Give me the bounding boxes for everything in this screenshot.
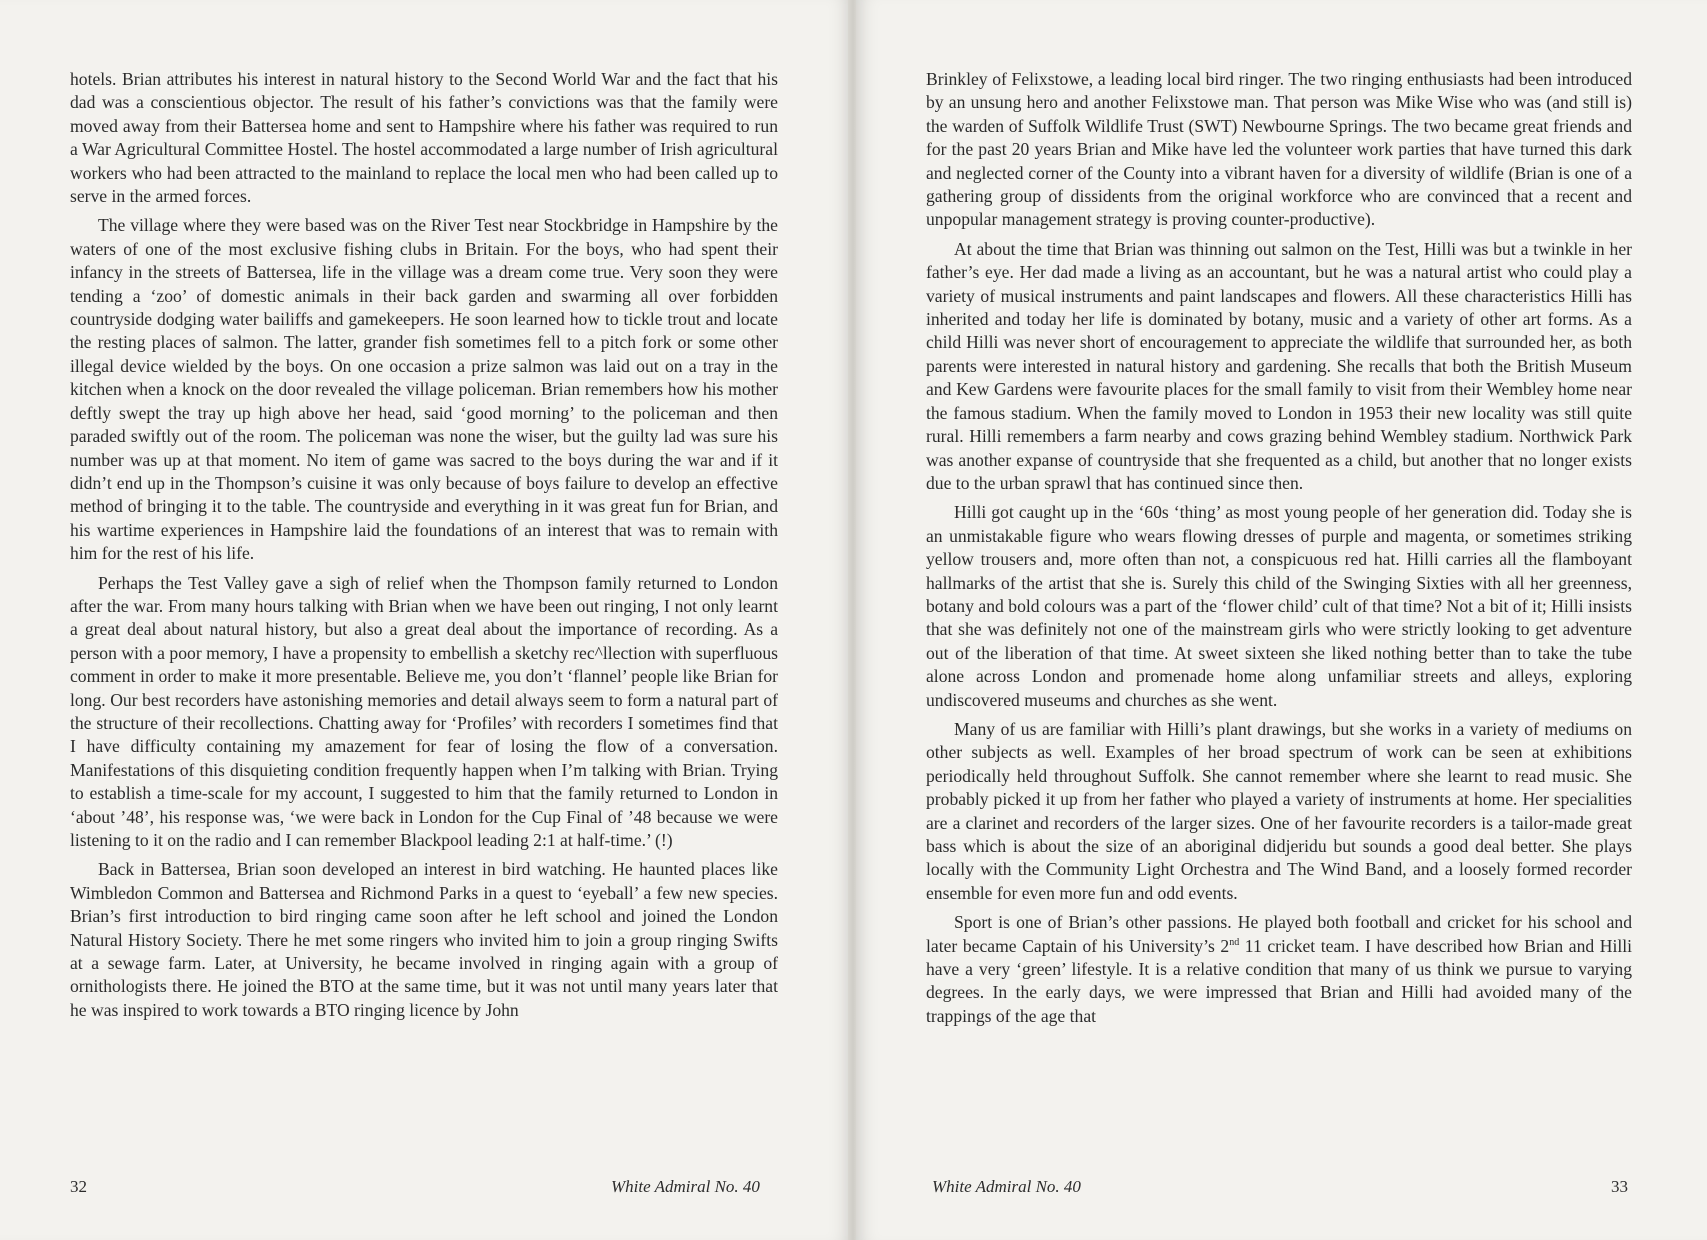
journal-title: White Admiral No. 40 — [611, 1177, 760, 1196]
paragraph: Perhaps the Test Valley gave a sigh of relief when the Thompson family returned to London after the war. From many hours talking with Brian when we have been out ringing, I not only learnt a great deal about natural history, but also a great deal about the importance of recording. As a person with a poor memory, I have a propensity to embellish a sketchy rec^llection with superfluous comment in order to make it more presentable. Believe me, you don’t ‘flannel’ people like Brian for long. Our best recorders have astonishing memories and detail always seem to form a natural part of the structure of their recollections. Chatting away for ‘Profiles’ with recorders I sometimes find that I have difficulty containing my amazement for fear of losing the flow of a conversation. Manifestations of this disquieting condition frequently happen when I’m talking with Brian. Trying to establish a time-scale for my account, I suggested to him that the family returned to London in ‘about ’48’, his response was, ‘we were back in London for the Cup Final of ’48 because we were listening to it on the radio and I can remember Blackpool leading 2:1 at half-time.’ (!) — [70, 572, 778, 850]
paragraph: Brinkley of Felixstowe, a leading local bird ringer. The two ringing enthusiasts had been introduced by an unsung hero and another Felixstowe man. That person was Mike Wise who was (and still is) the warden of Suffolk Wildlife Trust (SWT) Newbourne Springs. The two became great friends and for the past 20 years Brian and Mike have led the volunteer work parties that have turned this dark and neglected corner of the County into a vibrant haven for a diversity of wildlife (Brian is one of a gathering group of dissidents from the original workforce who are convinced that a recent and unpopular management strategy is proving counter-productive). — [926, 69, 1632, 230]
right-page — [856, 0, 1707, 1240]
paragraph: Hilli got caught up in the ‘60s ‘thing’ as most young people of her generation did. Today she is an unmistakable figure who wears flowing dresses of purple and magenta, or sometimes striking yellow trousers and, more often than not, a conspicuous red hat. Hilli carries all the flamboyant hallmarks of the artist that she is. Surely this child of the Swinging Sixties with all her greenness, botany and bold colours was a part of the ‘flower child’ cult of that time? Not a bit of it; Hilli insists that she was definitely not one of the mainstream girls who were strictly looking to get adventure out of the liberation of that time. At sweet sixteen she liked nothing better than to take the tube alone across London and promenade home along unfamiliar streets and alleys, exploring undiscovered museums and churches as she went. — [926, 502, 1632, 710]
paragraph — [926, 911, 1632, 1028]
paragraph: Many of us are familiar with Hilli’s plant drawings, but she works in a variety of mediums on other subjects as well. Examples of her broad spectrum of work can be seen at exhibitions periodically held throughout Suffolk. She cannot remember where she learnt to read music. She probably picked it up from her father who played a variety of instruments at home. Her specialities are a clarinet and recorders of the larger sizes. One of her favourite recorders is a tailor-made great bass which is about the size of an aboriginal didjeridu but sounds a good deal better. She plays locally with the Community Light Orchestra and The Wind Band, and a loosely formed recorder ensemble for even more fun and odd events. — [926, 718, 1632, 903]
journal-title: White Admiral No. 40 — [932, 1177, 1081, 1196]
paragraph: At about the time that Brian was thinning out salmon on the Test, Hilli was but a twinkle in her father’s eye. Her dad made a living as an accountant, but he was a natural artist who could play a variety of musical instruments and paint landscapes and flowers. All these characteristics Hilli has inherited and today her life is dominated by botany, music and a variety of other art forms. As a child Hilli was never short of encouragement to appreciate the wildlife that surrounded her, as both parents were interested in natural history and gardening. She recalls that both the British Museum and Kew Gardens were favourite places for the small family to visit from their Wembley home near the famous stadium. When the family moved to London in 1953 their new locality was still quite rural. Hilli remembers a farm nearby and cows grazing behind Wembley stadium. Northwick Park was another expanse of countryside that she frequented as a child, but another that no longer exists due to the urban sprawl that has continued since then. — [926, 238, 1632, 493]
right-text-column — [926, 68, 1632, 1034]
left-text-column — [70, 68, 778, 1028]
paragraph: The village where they were based was on the River Test near Stockbridge in Hampshire by the waters of one of the most exclusive fishing clubs in Britain. For the boys, who had spent their infancy in the streets of Battersea, life in the village was a dream come true. Very soon they were tending a ‘zoo’ of domestic animals in their back garden and swarming all over forbidden countryside dodging water bailiffs and gamekeepers. He soon learned how to tickle trout and locate the resting places of salmon. The latter, grander fish sometimes fell to a pitch fork or some other illegal device wielded by the boys. On one occasion a prize salmon was laid out on a tray in the kitchen when a knock on the door revealed the village policeman. Brian remembers how his mother deftly swept the tray up high above her head, said ‘good morning’ to the policeman and then paraded swiftly out of the room. The policeman was none the wiser, but the guilty lad was sure his number was up at that moment. No item of game was sacred to the boys during the war and if it didn’t end up in the Thompson’s cuisine it was only because of boys failure to develop an effective method of bringing it to the table. The countryside and everything in it was great fun for Brian, and his wartime experiences in Hampshire laid the foundations of an interest that was to remain with him for the rest of his life. — [70, 215, 778, 564]
page-number: 32 — [70, 1177, 87, 1196]
paragraph: Back in Battersea, Brian soon developed an interest in bird watching. He haunted places like Wimbledon Common and Battersea and Richmond Parks in a quest to ‘eyeball’ a few new species. Brian’s first introduction to bird ringing came soon after he left school and joined the London Natural History Society. There he met some ringers who invited him to join a group ringing Swifts at a sewage farm. Later, at University, he became involved in ringing again with a group of ornithologists there. He joined the BTO at the same time, but it was not until many years later that he was inspired to work towards a BTO ringing licence by John — [70, 859, 778, 1020]
paragraph-text: 11 cricket team. I have described how Brian and Hilli have a very ‘green’ lifestyle. It is a relative condition that many of us think we pursue to varying degrees. In the early days, we were impressed that Brian and Hilli had avoided many of the trappings of the age that — [926, 935, 1633, 1026]
paragraph: hotels. Brian attributes his interest in natural history to the Second World War and the fact that his dad was a conscientious objector. The result of his father’s convictions was that the family were moved away from their Battersea home and sent to Hampshire where his father was required to run a War Agricultural Committee Hostel. The hostel accommodated a large number of Irish agricultural workers who had been attracted to the mainland to replace the local men who had been called up to serve in the armed forces. — [70, 69, 778, 207]
paragraph-text: Sport is one of Brian’s other passions. He played both football and cricket for his school and later became Captain of his University’s 2 — [926, 912, 1632, 956]
page-number: 33 — [1611, 1177, 1628, 1196]
left-page — [0, 0, 852, 1240]
ordinal-suffix: nd — [1229, 936, 1240, 948]
